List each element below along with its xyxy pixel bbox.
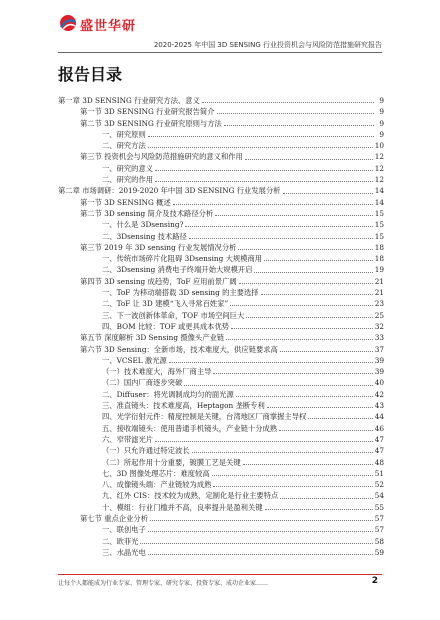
toc-entry-text: （二）所起作用十分重要，镀膜工艺是关键 [102, 457, 241, 467]
toc-entry[interactable] [58, 479, 384, 490]
toc-entry[interactable] [58, 411, 384, 422]
toc-leader-dots [155, 170, 373, 171]
toc-entry-page: 12 [374, 152, 384, 162]
toc-entry[interactable] [58, 163, 384, 174]
toc-entry[interactable] [58, 332, 384, 343]
toc-entry[interactable] [58, 197, 384, 208]
toc-leader-dots [308, 418, 372, 419]
logo-text: 盛世华研 [80, 19, 137, 34]
page-number: 2 [371, 576, 378, 586]
toc-entry-page: 23 [374, 299, 384, 309]
toc-leader-dots [245, 159, 373, 160]
toc-entry-text: 第二节 3D sensing 简介及技术路径分析 [80, 208, 214, 218]
toc-leader-dots [246, 317, 372, 318]
toc-entry-text: 二、3Dsensing 消费电子终端开始大规模开启 [102, 265, 253, 275]
toc-leader-dots [213, 486, 372, 487]
toc-entry[interactable] [58, 276, 384, 287]
toc-entry-page: 10 [374, 141, 384, 151]
toc-entry[interactable] [58, 219, 384, 230]
toc-leader-dots [169, 362, 373, 363]
toc-leader-dots [202, 102, 374, 103]
toc-leader-dots [215, 215, 372, 216]
toc-entry-text: 四、BOM 比较：TOF 或更具成本优势 [102, 321, 230, 331]
toc-leader-dots [148, 136, 374, 137]
toc-entry[interactable] [58, 95, 384, 106]
toc-entry-text: 第六节 3D Sensing：全新市场，技术难度大，供应链要求高 [80, 344, 278, 354]
toc-entry-page: 59 [374, 547, 384, 557]
toc-entry-page: 12 [374, 175, 384, 185]
toc-leader-dots [267, 407, 373, 408]
toc-entry[interactable] [58, 140, 384, 151]
toc-entry-page: 57 [374, 525, 384, 535]
toc-entry-text: 二、Diffuser：将光调制成均匀的面光源 [102, 389, 234, 399]
toc-leader-dots [155, 181, 373, 182]
toc-entry-text: 第五节 深度解析 3D Sensing 摄像头产业链 [80, 333, 225, 343]
toc-entry[interactable] [58, 106, 384, 117]
toc-entry[interactable] [58, 242, 384, 253]
toc-entry-page: 15 [374, 220, 384, 230]
toc-entry-text: 八、成像镜头端：产业链较为成熟 [102, 480, 212, 490]
toc-entry[interactable] [58, 377, 384, 388]
toc-leader-dots [148, 531, 373, 532]
toc-entry-text: 五、接收端镜头：使用普通手机镜头，产业链十分成熟 [102, 423, 278, 433]
toc-leader-dots [231, 328, 373, 329]
toc-entry[interactable] [58, 366, 384, 377]
toc-entry[interactable] [58, 118, 384, 129]
toc-entry-text: 二、3Dsensing 技术路径 [102, 231, 187, 241]
toc-entry-text: 一、联创电子 [102, 525, 146, 535]
toc-entry-page: 39 [374, 355, 384, 365]
toc-entry-page: 39 [374, 367, 384, 377]
company-logo [58, 12, 154, 38]
toc-entry[interactable] [58, 321, 384, 332]
toc-leader-dots [150, 520, 373, 521]
toc-entry[interactable] [58, 151, 384, 162]
toc-leader-dots [264, 260, 373, 261]
toc-leader-dots [265, 509, 373, 510]
toc-entry-text: 第一节 3D SENSING 行业研究报告简介 [80, 107, 215, 117]
toc-entry-page: 19 [374, 265, 384, 275]
toc-entry-text: 三、水晶光电 [102, 547, 146, 557]
toc-entry[interactable] [58, 490, 384, 501]
toc-leader-dots [184, 385, 372, 386]
toc-entry[interactable] [58, 129, 384, 140]
toc-leader-dots [230, 305, 372, 306]
toc-entry-page: 33 [374, 333, 384, 343]
toc-entry[interactable] [58, 185, 384, 196]
toc-leader-dots [212, 475, 373, 476]
toc-entry-text: 第七节 重点企业分析 [80, 513, 148, 523]
toc-leader-dots [254, 272, 372, 273]
page-title: 报告目录 [58, 65, 123, 84]
toc-entry-page: 18 [374, 254, 384, 264]
toc-entry-page: 58 [374, 536, 384, 546]
toc-entry-text: 十、模组：行业门槛并不高，良率提升是盈利关键 [102, 502, 263, 512]
toc-entry-page: 15 [374, 231, 384, 241]
toc-leader-dots [261, 294, 373, 295]
toc-entry-text: （一）技术难度大，海外厂商主导 [102, 367, 212, 377]
toc-entry[interactable] [58, 174, 384, 185]
toc-entry[interactable] [58, 513, 384, 524]
toc-entry-page: 48 [374, 457, 384, 467]
toc-leader-dots [236, 396, 373, 397]
toc-entry-page: 52 [374, 480, 384, 490]
toc-entry[interactable] [58, 434, 384, 445]
toc-entry-text: 第二节 3D SENSING 行业研究原则与方法 [80, 118, 222, 128]
toc-entry-text: 一、VCSEL 激光源 [102, 355, 167, 365]
toc-leader-dots [224, 125, 374, 126]
toc-entry-page: 12 [374, 163, 384, 173]
toc-leader-dots [173, 204, 373, 205]
toc-entry-text: 七、3D 图像处理芯片：难度较高 [102, 468, 210, 478]
toc-entry[interactable] [58, 264, 384, 275]
toc-entry-page: 44 [374, 412, 384, 422]
toc-leader-dots [226, 339, 373, 340]
logo-emblem-icon [58, 13, 78, 33]
toc-leader-dots [148, 147, 373, 148]
toc-leader-dots [189, 238, 373, 239]
toc-leader-dots [155, 441, 373, 442]
toc-entry-page: 47 [374, 434, 384, 444]
toc-leader-dots [185, 226, 372, 227]
toc-entry-text: 四、光学衍射元件：精度控制是关键，台湾地区厂商掌握主导权 [102, 412, 307, 422]
toc-entry[interactable] [58, 468, 384, 479]
toc-entry-page: 9 [379, 129, 384, 139]
toc-entry-page: 15 [374, 208, 384, 218]
toc-leader-dots [279, 430, 373, 431]
toc-entry-text: 六、窄带滤光片 [102, 434, 154, 444]
toc-entry[interactable] [58, 287, 384, 298]
toc-entry[interactable] [58, 524, 384, 535]
toc-entry-page: 42 [374, 389, 384, 399]
toc-entry-page: 32 [374, 321, 384, 331]
toc-entry-page: 9 [379, 107, 384, 117]
toc-entry[interactable] [58, 423, 384, 434]
toc-entry-text: 第一章 3D SENSING 行业研究方法、意义 [58, 96, 200, 105]
toc-entry[interactable] [58, 547, 384, 558]
toc-entry-page: 9 [379, 118, 384, 128]
toc-entry-text: 三、下一波创新体革命，TOF 市场空间巨大 [102, 310, 245, 320]
toc-entry[interactable] [58, 231, 384, 242]
toc-entry-page: 54 [374, 491, 384, 501]
toc-entry-page: 25 [374, 310, 384, 320]
toc-entry-page: 57 [374, 513, 384, 523]
toc-leader-dots [280, 351, 373, 352]
header-divider [58, 52, 382, 53]
toc-entry-page: 14 [374, 197, 384, 207]
toc-entry-text: 二、ToF 让 3D 建模“飞入寻常百姓家” [102, 299, 229, 309]
footer-slogan: 让每个人都能成为行业专家、管理专家、研究专家、投资专家、成功企业家…… [58, 580, 269, 587]
toc-entry[interactable] [58, 344, 384, 355]
table-of-contents [58, 95, 384, 558]
toc-leader-dots [243, 464, 373, 465]
toc-entry[interactable] [58, 310, 384, 321]
toc-entry-page: 47 [374, 446, 384, 456]
toc-entry[interactable] [58, 208, 384, 219]
toc-leader-dots [283, 193, 373, 194]
toc-entry-text: 二、研究方法 [102, 141, 146, 151]
toc-entry-page: 46 [374, 423, 384, 433]
toc-leader-dots [213, 373, 372, 374]
toc-entry-page: 43 [374, 401, 384, 411]
toc-entry-text: 一、什么是 3Dsensing? [102, 220, 184, 230]
toc-entry-text: 一、研究原则 [102, 129, 146, 139]
toc-entry-page: 55 [374, 502, 384, 512]
toc-entry-text: 二、欧菲光 [102, 536, 139, 546]
footer-divider [58, 574, 382, 575]
toc-entry-text: （一）只允许通过特定波长 [102, 446, 190, 456]
toc-entry-text: 第三节 2019 年 3D sensing 行业发展情况分析 [80, 242, 237, 252]
toc-entry-text: 第二章 市场调研：2019-2020 年中国 3D SENSING 行业发展分析 [58, 186, 281, 196]
toc-entry[interactable] [58, 445, 384, 456]
toc-entry[interactable] [58, 536, 384, 547]
toc-entry-text: 二、研究的作用 [102, 175, 154, 185]
toc-entry-page: 21 [374, 276, 384, 286]
toc-leader-dots [148, 554, 373, 555]
toc-entry-text: 第三节 投资机会与风险防范措施研究的意义和作用 [80, 152, 243, 162]
toc-leader-dots [217, 113, 374, 114]
toc-leader-dots [280, 498, 372, 499]
toc-entry[interactable] [58, 400, 384, 411]
toc-entry[interactable] [58, 457, 384, 468]
toc-entry-page: 18 [374, 242, 384, 252]
toc-leader-dots [140, 543, 372, 544]
toc-leader-dots [192, 452, 373, 453]
toc-entry-page: 14 [374, 186, 384, 196]
toc-entry-page: 51 [374, 468, 384, 478]
report-header-title: 2020-2025 年中国 3D SENSING 行业投资机会与风险防范措施研究报告 [153, 41, 382, 49]
toc-entry-page: 40 [374, 378, 384, 388]
toc-entry-text: 一、传统市场碎片化阻碍 3Dsensing 大规模商用 [102, 254, 263, 264]
toc-entry-text: 一、研究的意义 [102, 163, 154, 173]
toc-leader-dots [238, 249, 372, 250]
toc-entry[interactable] [58, 355, 384, 366]
toc-entry[interactable] [58, 502, 384, 513]
toc-entry-text: 第一节 3D SENSING 概述 [80, 197, 171, 207]
toc-leader-dots [239, 283, 373, 284]
toc-entry-text: 第四节 3D sensing 成趋势，ToF 应用前景广阔 [80, 276, 237, 286]
toc-entry[interactable] [58, 389, 384, 400]
toc-entry-page: 9 [379, 96, 384, 105]
toc-entry[interactable] [58, 253, 384, 264]
toc-entry-text: 一、ToF 为移动端搭载 3D sensing 的主要选择 [102, 288, 259, 298]
toc-entry[interactable] [58, 298, 384, 309]
toc-entry-text: 九、红外 CIS：技术较为成熟，定制化是行业主要特点 [102, 491, 279, 501]
toc-entry-page: 37 [374, 344, 384, 354]
toc-entry-text: （二）国内厂商逐步突破 [102, 378, 183, 388]
toc-entry-text: 三、准直镜头：技术难度高，Heptagon 垄断专利 [102, 401, 265, 411]
toc-entry-page: 21 [374, 288, 384, 298]
